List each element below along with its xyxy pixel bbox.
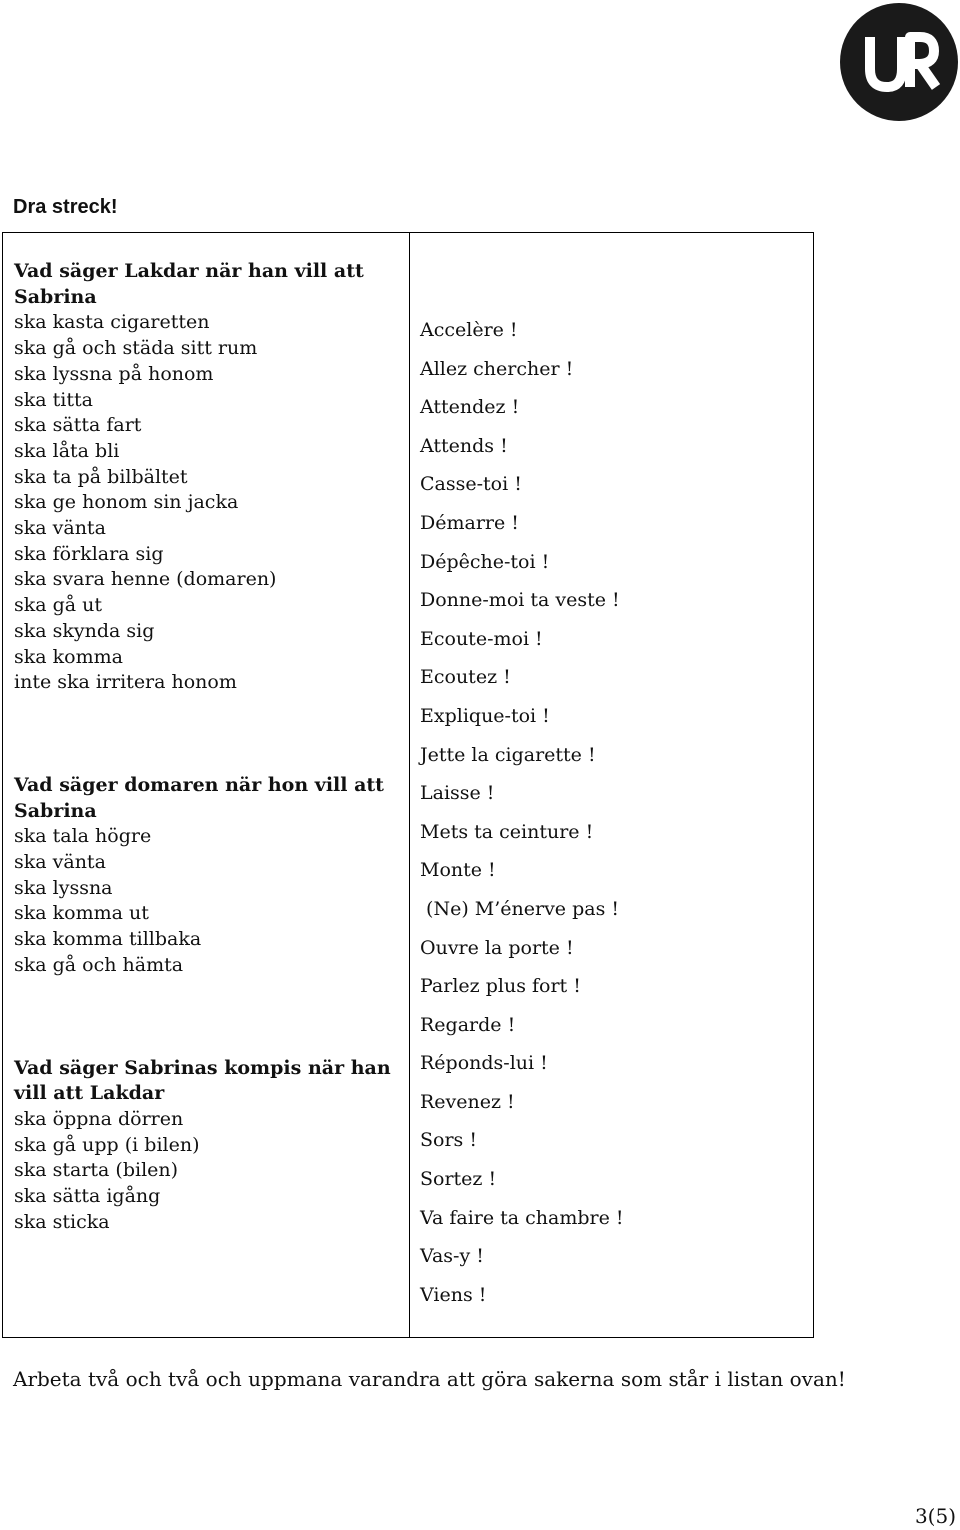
phrase-item: Va faire ta chambre ! — [420, 1206, 624, 1229]
phrase-item: Ecoute-moi ! — [420, 627, 543, 650]
phrase-item: Ouvre la porte ! — [420, 936, 574, 959]
list-item: ska komma tillbaka — [14, 928, 202, 951]
list-item: ska förklara sig — [14, 542, 164, 565]
list-item: ska gå och hämta — [14, 953, 184, 976]
list-item: ska starta (bilen) — [14, 1159, 179, 1182]
phrase-item: Dépêche-toi ! — [420, 550, 550, 573]
list-item: ska skynda sig — [14, 619, 155, 642]
phrase-item: Revenez ! — [420, 1090, 515, 1113]
list-item: ska lyssna på honom — [14, 362, 214, 385]
phrase-item: Démarre ! — [420, 511, 519, 534]
phrase-item: Parlez plus fort ! — [420, 975, 581, 998]
phrase-item: Regarde ! — [420, 1013, 516, 1036]
section-title: Vad säger Lakdar när han vill att Sabrina — [14, 260, 364, 308]
page-heading: Dra streck! — [13, 196, 118, 218]
phrase-item: Sortez ! — [420, 1168, 497, 1191]
list-item: ska komma — [14, 645, 123, 668]
list-item: ska ge honom sin jacka — [14, 491, 239, 514]
page-number: 3(5) — [914, 1504, 956, 1528]
list-item: ska svara henne (domaren) — [14, 568, 277, 591]
column-divider — [409, 233, 410, 1337]
swedish-column — [14, 259, 404, 1236]
phrase-item: Ecoutez ! — [420, 666, 511, 689]
phrase-item: Allez chercher ! — [420, 357, 574, 380]
list-item: ska lyssna — [14, 876, 113, 899]
list-item: ska gå upp (i bilen) — [14, 1133, 200, 1156]
phrase-item: Vas-y ! — [420, 1245, 484, 1268]
list-item: ska komma ut — [14, 902, 149, 925]
section-title: Vad säger Sabrinas kompis när han vill att Lakdar — [14, 1056, 391, 1105]
section-title: Vad säger domaren när hon vill att Sabrina — [14, 773, 384, 822]
matching-table — [2, 232, 814, 1338]
list-item: ska gå ut — [14, 594, 103, 617]
list-item: ska vänta — [14, 851, 106, 874]
list-item: ska vänta — [14, 517, 106, 540]
phrase-item: Attends ! — [420, 434, 508, 457]
ur-logo-mark — [840, 3, 958, 121]
phrase-item: Laisse ! — [420, 782, 495, 805]
phrase-item: Sors ! — [420, 1129, 477, 1152]
phrase-item: Casse-toi ! — [420, 473, 522, 496]
list-item: ska tala högre — [14, 825, 152, 848]
phrase-item: Viens ! — [420, 1283, 487, 1306]
phrase-item: Attendez ! — [420, 396, 520, 419]
section-domaren — [14, 773, 404, 979]
list-item: ska sätta fart — [14, 414, 142, 437]
phrase-item: Monte ! — [420, 859, 496, 882]
list-item: ska kasta cigaretten — [14, 311, 210, 334]
list-item: ska låta bli — [14, 439, 120, 462]
list-item: ska sticka — [14, 1210, 110, 1233]
phrase-item: Accelère ! — [420, 319, 518, 341]
french-column — [420, 311, 810, 1314]
phrase-item: Mets ta ceinture ! — [420, 820, 594, 843]
list-item: ska sätta igång — [14, 1185, 161, 1208]
phrase-item: Explique-toi ! — [420, 704, 550, 727]
list-item: ska ta på bilbältet — [14, 465, 188, 488]
list-item: inte ska irritera honom — [14, 671, 237, 694]
section-kompis — [14, 1056, 404, 1236]
phrase-item: (Ne) M’énerve pas ! — [420, 897, 620, 920]
list-item: ska gå och städa sitt rum — [14, 337, 258, 360]
list-item: ska öppna dörren — [14, 1107, 184, 1130]
instruction-text: Arbeta två och två och uppmana varandra att göra sakerna som står i listan ovan! — [13, 1367, 846, 1391]
phrase-item: Réponds-lui ! — [420, 1052, 548, 1075]
ur-logo — [840, 3, 958, 121]
phrase-item: Jette la cigarette ! — [420, 743, 596, 766]
phrase-item: Donne-moi ta veste ! — [420, 589, 620, 612]
section-lakdar — [14, 259, 404, 696]
list-item: ska titta — [14, 388, 93, 411]
